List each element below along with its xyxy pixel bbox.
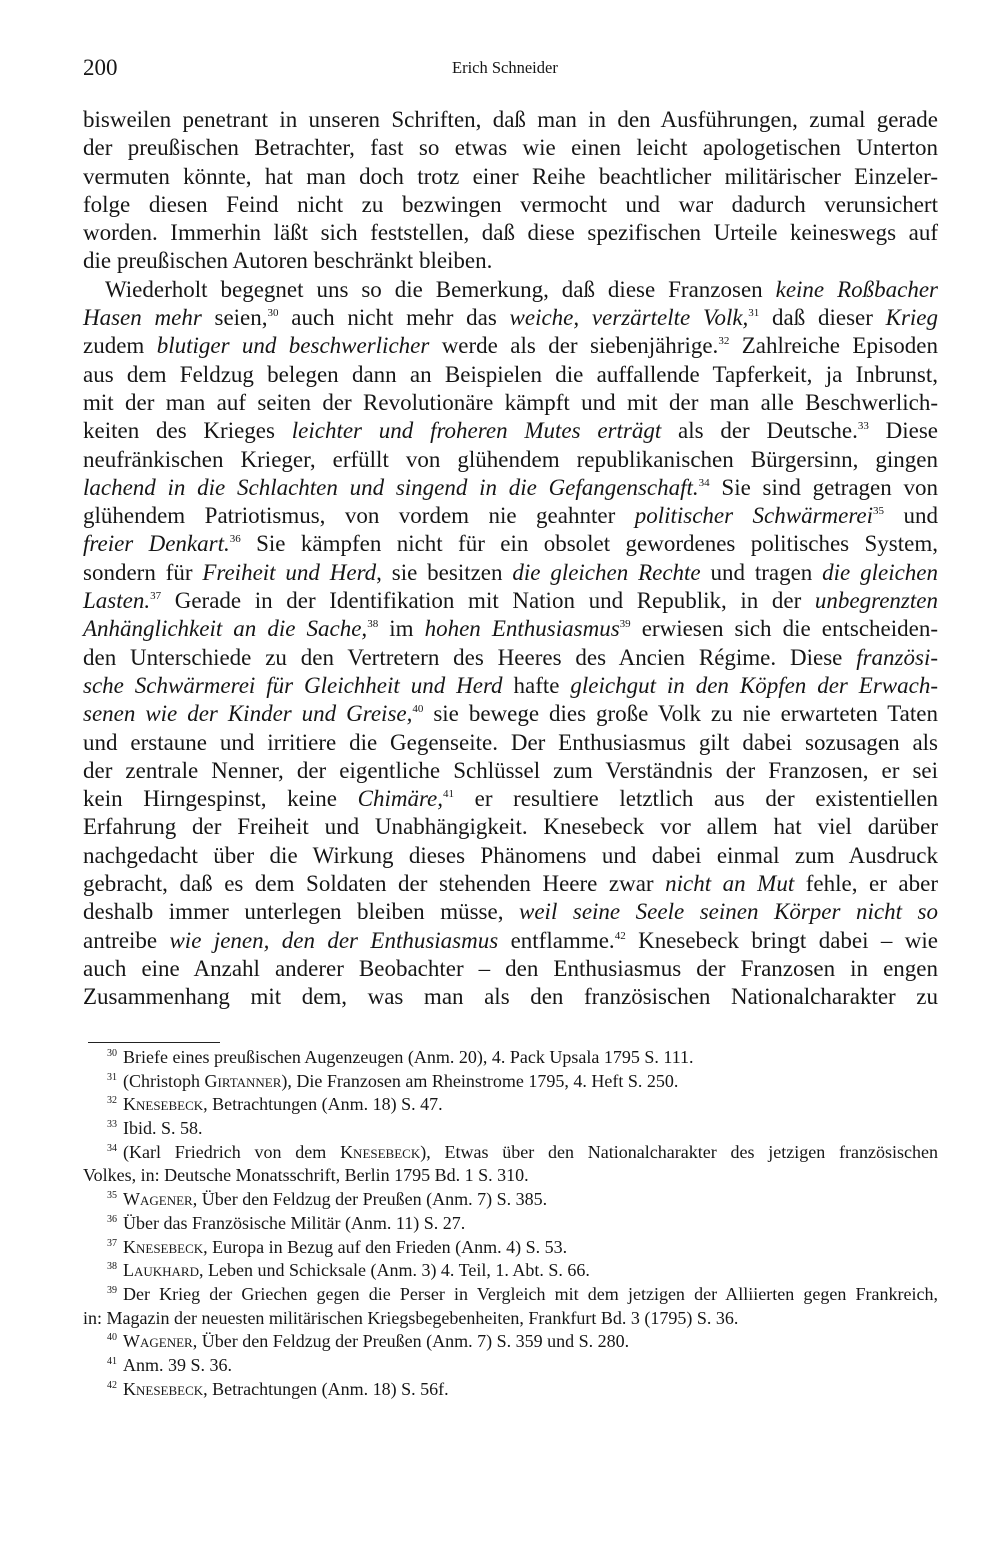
text-line bbox=[83, 332, 938, 360]
text-line bbox=[83, 785, 938, 813]
text-run: Sie sind getragen von bbox=[709, 474, 938, 500]
emphasized-text: Hasen mehr bbox=[83, 305, 202, 331]
text-line bbox=[83, 898, 938, 926]
footnote-reference: 40 bbox=[412, 703, 424, 716]
text-run: , Leben und Schicksale (Anm. 3) 4. Teil, 1. Abt. S. 66. bbox=[199, 1260, 590, 1281]
text-run: vermuten könnte, hat man doch trotz einer Reihe beachtlicher militärischer Einzeler- bbox=[83, 163, 938, 189]
footnote-reference: 35 bbox=[873, 505, 885, 518]
footnote bbox=[83, 1259, 938, 1283]
text-line bbox=[83, 134, 938, 162]
emphasized-text: politischer Schwärmerei bbox=[634, 503, 874, 529]
text-run: kein Hirngespinst, keine bbox=[83, 786, 358, 812]
text-run: Diese bbox=[868, 418, 938, 444]
text-run: ), Die Franzosen am Rheinstrome 1795, 4. Heft S. 250. bbox=[281, 1070, 679, 1091]
footnote-line bbox=[83, 1259, 938, 1283]
running-head: Erich Schneider bbox=[452, 58, 558, 77]
footnote-line bbox=[83, 1212, 938, 1236]
footnote-line bbox=[83, 1354, 938, 1378]
text-run: deshalb immer unterlegen bleiben müsse, bbox=[83, 899, 519, 925]
footnote-number: 38 bbox=[107, 1261, 117, 1273]
text-run: Wiederholt begegnet uns so die Bemerkung, daß diese Franzosen bbox=[105, 276, 776, 302]
emphasized-text: hohen Enthusiasmus bbox=[424, 616, 620, 642]
text-run: der preußischen Betrachter, fast so etwas wie einen leicht apologetischen Unterton bbox=[83, 135, 938, 161]
text-run: aus dem Feldzug belegen dann an Beispielen die auffallende Tapferkeit, ja Inbrunst, bbox=[83, 361, 938, 387]
text-line bbox=[83, 247, 938, 275]
emphasized-text: französi- bbox=[856, 644, 938, 670]
text-line bbox=[83, 502, 938, 530]
text-run: und erstaune und irritiere die Gegenseite. Der Enthusiasmus gilt dabei sozusagen als bbox=[83, 729, 938, 755]
text-line bbox=[83, 615, 938, 643]
footnote-number: 42 bbox=[107, 1379, 117, 1391]
emphasized-text: Anhänglichkeit an die Sache, bbox=[83, 616, 368, 642]
author-name: Knesebeck bbox=[123, 1094, 204, 1115]
footnote bbox=[83, 1070, 938, 1094]
text-run: als der Deutsche. bbox=[661, 418, 858, 444]
footnotes bbox=[83, 1046, 938, 1401]
text-run: fehle, er aber bbox=[794, 871, 938, 897]
footnote bbox=[83, 1093, 938, 1117]
text-run: Volkes, in: Deutsche Monatsschrift, Berlin 1795 Bd. 1 S. 310. bbox=[83, 1165, 529, 1186]
text-run: mit der man auf seiten der Revolutionäre kämpft und mit der man alle Beschwerlich- bbox=[83, 389, 938, 415]
text-run: sondern für bbox=[83, 559, 203, 585]
text-run: folge diesen Feind nicht zu bezwingen vermocht und war dadurch verunsichert bbox=[83, 191, 938, 217]
text-run: im bbox=[378, 616, 425, 642]
emphasized-text: weil seine Seele seinen Körper nicht so bbox=[519, 899, 938, 925]
text-run: ), Etwas über den Nationalcharakter des jetzigen französischen bbox=[420, 1141, 938, 1162]
text-run: , Über den Feldzug der Preußen (Anm. 7) S. 385. bbox=[192, 1189, 548, 1210]
author-name: Knesebeck bbox=[340, 1141, 421, 1162]
footnote-separator bbox=[88, 1042, 220, 1043]
text-line bbox=[83, 361, 938, 389]
text-run: seien, bbox=[201, 305, 268, 331]
text-line bbox=[83, 191, 938, 219]
text-line bbox=[83, 813, 938, 841]
text-line bbox=[83, 870, 938, 898]
text-run: neufränkischen Krieger, erfüllt von glühendem republikanischen Bürgersinn, gingen bbox=[83, 446, 938, 472]
text-run: die preußischen Autoren beschränkt bleiben. bbox=[83, 248, 493, 274]
text-run: bisweilen penetrant in unseren Schriften, daß man in den Ausführungen, zumal gerade bbox=[83, 107, 938, 132]
text-run: auch eine Anzahl anderer Beobachter – den Enthusiasmus der Franzosen in engen bbox=[83, 955, 938, 981]
footnote-number: 41 bbox=[107, 1355, 117, 1367]
footnote-reference: 30 bbox=[267, 307, 279, 320]
author-name: Girtanner bbox=[204, 1070, 282, 1091]
text-run: Über das Französische Militär (Anm. 11) S. 27. bbox=[123, 1212, 466, 1233]
footnote bbox=[83, 1212, 938, 1236]
body-text bbox=[83, 106, 938, 1012]
emphasized-text: freier Denkart. bbox=[83, 531, 230, 557]
text-run: , Betrachtungen (Anm. 18) S. 47. bbox=[203, 1094, 443, 1115]
footnote-number: 30 bbox=[107, 1048, 117, 1059]
footnote-line bbox=[83, 1330, 938, 1354]
text-line bbox=[83, 219, 938, 247]
text-line bbox=[83, 587, 938, 615]
text-run: (Christoph bbox=[123, 1070, 205, 1091]
emphasized-text: Krieg bbox=[885, 305, 939, 331]
text-line bbox=[83, 389, 938, 417]
footnote bbox=[83, 1188, 938, 1212]
text-run: und tragen bbox=[700, 559, 823, 585]
footnote-number: 39 bbox=[107, 1284, 117, 1296]
text-run: entflamme. bbox=[498, 927, 615, 953]
footnote-reference: 42 bbox=[614, 929, 626, 942]
footnote-number: 35 bbox=[107, 1190, 117, 1202]
text-run: Ibid. S. 58. bbox=[123, 1118, 203, 1139]
footnote-number: 36 bbox=[107, 1213, 117, 1225]
text-line bbox=[83, 700, 938, 728]
text-line bbox=[83, 474, 938, 502]
text-line bbox=[83, 672, 938, 700]
footnote-line bbox=[83, 1283, 938, 1307]
footnote bbox=[83, 1046, 938, 1070]
text-line bbox=[83, 927, 938, 955]
text-line bbox=[83, 644, 938, 672]
footnote-reference: 31 bbox=[748, 307, 760, 320]
text-run: gebracht, daß es dem Soldaten der stehenden Heere zwar bbox=[83, 871, 666, 897]
text-run: in: Magazin der neuesten militärischen Kriegsbegebenheiten, Frankfurt Bd. 3 (1795) S. 36. bbox=[83, 1307, 739, 1328]
footnote-number: 40 bbox=[107, 1332, 117, 1344]
text-run: worden. Immerhin läßt sich feststellen, daß diese spezifischen Urteile keineswegs auf bbox=[83, 220, 938, 246]
text-run: der zentrale Nenner, der eigentliche Schlüssel zum Verständnis der Franzosen, er sei bbox=[83, 757, 938, 783]
text-run: , Betrachtungen (Anm. 18) S. 56f. bbox=[203, 1378, 449, 1399]
paragraph bbox=[83, 106, 938, 276]
footnote-reference: 32 bbox=[718, 335, 730, 348]
text-run: Anm. 39 S. 36. bbox=[123, 1354, 233, 1375]
text-line bbox=[83, 757, 938, 785]
emphasized-text: blutiger und beschwerlicher bbox=[156, 333, 430, 359]
text-line bbox=[83, 304, 938, 332]
emphasized-text: gleichgut in den Köpfen der Erwach- bbox=[570, 672, 939, 698]
text-run: , Europa in Bezug auf den Frieden (Anm. 4) S. 53. bbox=[203, 1236, 568, 1257]
footnote-reference: 41 bbox=[443, 788, 455, 801]
text-run: Zahlreiche Episoden bbox=[729, 333, 938, 359]
emphasized-text: weiche, verzärtelte Volk, bbox=[509, 305, 749, 331]
text-line bbox=[83, 530, 938, 558]
footnote bbox=[83, 1236, 938, 1260]
footnote-line bbox=[83, 1236, 938, 1260]
footnote bbox=[83, 1141, 938, 1188]
text-run: Sie kämpfen nicht für ein obsolet gewordenes politisches System, bbox=[240, 531, 938, 557]
text-line bbox=[83, 276, 938, 304]
footnote-line bbox=[83, 1070, 938, 1094]
text-run: nachgedacht über die Wirkung dieses Phänomens und dabei einmal zum Ausdruck bbox=[83, 842, 938, 868]
footnote-number: 37 bbox=[107, 1237, 117, 1249]
footnote-number: 33 bbox=[107, 1119, 117, 1131]
emphasized-text: die gleichen Rechte bbox=[512, 559, 701, 585]
text-run: glühendem Patriotismus, von vordem nie geahnter bbox=[83, 503, 635, 529]
footnote-number: 34 bbox=[107, 1142, 117, 1154]
emphasized-text: Freiheit und Herd bbox=[202, 559, 377, 585]
footnote bbox=[83, 1117, 938, 1141]
footnote bbox=[83, 1354, 938, 1378]
author-name: Wagener bbox=[123, 1189, 193, 1210]
footnote bbox=[83, 1283, 938, 1330]
footnote-reference: 38 bbox=[367, 618, 379, 631]
text-run: , Über den Feldzug der Preußen (Anm. 7) S. 359 und S. 280. bbox=[192, 1331, 630, 1352]
footnote-reference: 34 bbox=[698, 476, 710, 489]
text-run: (Karl Friedrich von dem bbox=[123, 1141, 341, 1162]
text-run: und bbox=[884, 503, 938, 529]
emphasized-text: wie jenen, den der Enthusiasmus bbox=[169, 927, 499, 953]
emphasized-text: keine Roßbacher bbox=[775, 276, 938, 302]
text-line bbox=[83, 842, 938, 870]
text-run: den Unterschiede zu den Vertretern des Heeres des Ancien Régime. Diese bbox=[83, 644, 857, 670]
text-run: Erfahrung der Freiheit und Unabhängigkeit. Knesebeck vor allem hat viel darüber bbox=[83, 814, 938, 840]
footnote-line bbox=[83, 1164, 938, 1188]
emphasized-text: die gleichen bbox=[822, 559, 939, 585]
text-run: Knesebeck bringt dabei – wie bbox=[625, 927, 938, 953]
footnote-line bbox=[83, 1141, 938, 1165]
text-run: sie bewege dies große Volk zu nie erwarteten Taten bbox=[423, 701, 938, 727]
text-line bbox=[83, 446, 938, 474]
page-number: 200 bbox=[83, 55, 118, 80]
footnote bbox=[83, 1330, 938, 1354]
paragraph bbox=[83, 276, 938, 1012]
text-run: erwiesen sich die entscheiden- bbox=[630, 616, 939, 642]
footnote-line bbox=[83, 1046, 938, 1070]
text-run: er resultiere letztlich aus der existentiellen bbox=[454, 786, 938, 812]
footnote-line bbox=[83, 1307, 938, 1331]
author-name: Wagener bbox=[123, 1331, 193, 1352]
footnote-reference: 33 bbox=[857, 420, 869, 433]
text-run: keiten des Krieges bbox=[83, 418, 292, 444]
footnote-reference: 39 bbox=[619, 618, 631, 631]
footnote-line bbox=[83, 1188, 938, 1212]
emphasized-text: Lasten. bbox=[83, 588, 151, 614]
text-run: , sie besitzen bbox=[376, 559, 513, 585]
footnote-line bbox=[83, 1093, 938, 1117]
text-run: Zusammenhang mit dem, was man als den französischen Nationalcharakter zu bbox=[83, 984, 938, 1010]
text-line bbox=[83, 163, 938, 191]
author-name: Laukhard bbox=[123, 1260, 199, 1281]
text-run: Der Krieg der Griechen gegen die Perser in Vergleich mit dem jetzigen der Alliierten gegen Frankreich, bbox=[123, 1283, 938, 1304]
emphasized-text: Chimäre, bbox=[357, 786, 444, 812]
text-run: hafte bbox=[502, 672, 571, 698]
text-run: daß dieser bbox=[759, 305, 886, 331]
text-line bbox=[83, 106, 938, 134]
emphasized-text: leichter und froheren Mutes erträgt bbox=[291, 418, 662, 444]
footnote-line bbox=[83, 1117, 938, 1141]
text-line bbox=[83, 983, 938, 1011]
emphasized-text: sche Schwärmerei für Gleichheit und Herd bbox=[83, 672, 503, 698]
text-line bbox=[83, 955, 938, 983]
text-line bbox=[83, 559, 938, 587]
text-line bbox=[83, 729, 938, 757]
text-run: antreibe bbox=[83, 927, 170, 953]
text-run: zudem bbox=[83, 333, 157, 359]
text-run: auch nicht mehr das bbox=[278, 305, 510, 331]
author-name: Knesebeck bbox=[123, 1378, 204, 1399]
footnote-reference: 37 bbox=[150, 590, 162, 603]
footnote-line bbox=[83, 1378, 938, 1402]
text-run: Gerade in der Identifikation mit Nation und Republik, in der bbox=[161, 588, 815, 614]
footnote bbox=[83, 1378, 938, 1402]
text-run: Briefe eines preußischen Augenzeugen (Anm. 20), 4. Pack Upsala 1795 S. 111. bbox=[123, 1047, 694, 1067]
author-name: Knesebeck bbox=[123, 1236, 204, 1257]
emphasized-text: senen wie der Kinder und Greise, bbox=[83, 701, 413, 727]
emphasized-text: lachend in die Schlachten und singend in die Gefangenschaft. bbox=[83, 474, 699, 500]
footnote-number: 31 bbox=[107, 1071, 117, 1083]
emphasized-text: nicht an Mut bbox=[665, 871, 795, 897]
text-run: werde als der siebenjährige. bbox=[429, 333, 719, 359]
text-line bbox=[83, 417, 938, 445]
emphasized-text: unbegrenzten bbox=[814, 588, 938, 614]
footnote-reference: 36 bbox=[229, 533, 241, 546]
footnote-number: 32 bbox=[107, 1095, 117, 1107]
